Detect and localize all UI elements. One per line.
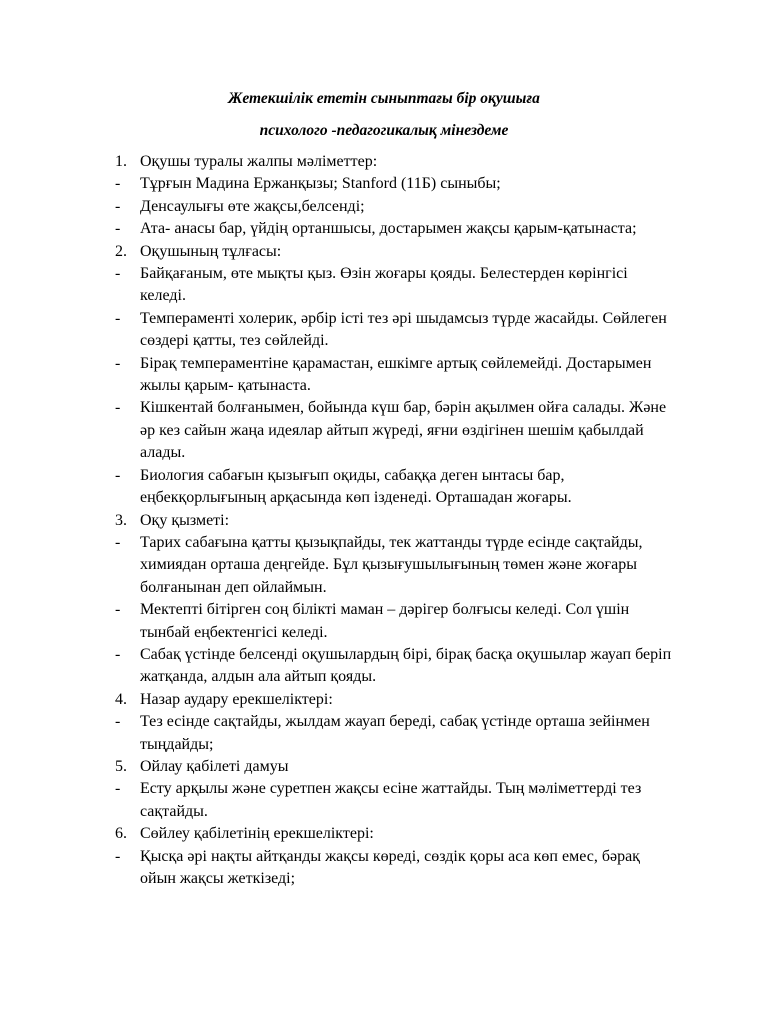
list-item xyxy=(115,846,675,891)
document-body xyxy=(115,151,675,890)
list-item xyxy=(115,353,675,398)
list-marker: - xyxy=(115,466,121,484)
list-item-text: Байқағаным, өте мықты қыз. Өзін жоғары қояды. Белестерден көрінгісі келеді. xyxy=(140,265,628,305)
list-item-text: Есту арқылы және суретпен жақсы есіне жаттайды. Тың мәліметтерді тез сақтайды. xyxy=(140,780,642,820)
list-marker: - xyxy=(115,265,121,283)
list-item xyxy=(115,532,675,599)
list-item-text: Тұрғын Мадина Ержанқызы; Stanford (11Б) сыныбы; xyxy=(140,175,501,193)
list-item xyxy=(115,778,675,823)
list-marker: 1. xyxy=(115,153,127,170)
list-item-text: Биология сабағын қызығып оқиды, сабаққа деген ынтасы бар, еңбекқорлығының арқасында көп ізденеді. Орташадан жоғары. xyxy=(140,466,572,507)
list-item-text: Денсаулығы өте жақсы,белсенді; xyxy=(140,197,365,215)
list-marker: - xyxy=(115,197,121,215)
document-title-line-1: Жетекшілік ететін сыныптағы бір оқушыға xyxy=(228,90,540,107)
list-marker: - xyxy=(115,220,121,238)
list-item xyxy=(115,711,675,756)
list-item xyxy=(115,173,675,195)
list-marker: - xyxy=(115,780,121,798)
list-marker: - xyxy=(115,601,121,619)
list-item xyxy=(115,397,675,464)
list-marker: 3. xyxy=(115,511,127,529)
list-marker: - xyxy=(115,847,121,865)
list-item xyxy=(115,599,675,644)
list-item xyxy=(115,689,675,711)
list-marker: - xyxy=(115,713,121,731)
list-item xyxy=(115,756,675,778)
list-item xyxy=(115,823,675,845)
list-item-text: Назар аудару ерекшеліктері: xyxy=(140,690,333,708)
list-item xyxy=(115,308,675,353)
list-item-text: Темпераменті холерик, әрбір істі тез әрі шыдамсыз түрде жасайды. Сөйлеген сөздері қатты, тез сөйлейді. xyxy=(140,309,667,350)
list-item xyxy=(115,218,675,240)
list-marker: - xyxy=(115,533,121,551)
list-item-text: Сабақ үстінде белсенді оқушылардың бірі, бірақ басқа оқушылар жауап беріп жатқанда, алдын ала айтып қояды. xyxy=(140,645,672,686)
list-marker: - xyxy=(115,645,121,663)
list-item xyxy=(115,465,675,510)
list-item-text: Ата- анасы бар, үйдің ортаншысы, достарымен жақсы қарым-қатынаста; xyxy=(140,220,637,238)
list-item-text: Кішкентай болғанымен, бойында күш бар, бәрін ақылмен ойға салады. Және әр кез сайын жаңа идеялар айтып жүреді, яғни өздігінен шешім қабылдай алады. xyxy=(140,399,667,462)
list-item-text: Сөйлеу қабілетінің ерекшеліктері: xyxy=(140,825,374,843)
list-item-text: Бірақ темпераментіне қарамастан, ешкімге артық сөйлемейді. Достарымен жылы қарым- қатынаста. xyxy=(140,354,652,395)
list-item-text: Тарих сабағына қатты қызықпайды, тек жаттанды түрде есінде сақтайды, химиядан орташа деңгейде. Бұл қызығушылығының төмен және жоғары болғанынан деп ойлаймын. xyxy=(140,533,643,596)
list-marker: - xyxy=(115,399,121,417)
list-item-text: Ойлау қабілеті дамуы xyxy=(140,757,289,775)
list-item-text: Оқушы туралы жалпы мәліметтер: xyxy=(140,153,378,170)
list-marker: 4. xyxy=(115,690,127,708)
list-marker: - xyxy=(115,309,121,327)
list-item-text: Мектепті бітірген соң білікті маман – дәрігер болғысы келеді. Сол үшін тынбай еңбектенгісі келеді. xyxy=(140,601,630,641)
list-item-text: Оқу қызметі: xyxy=(140,511,230,529)
list-marker: - xyxy=(115,354,121,372)
document-title-line-2: психолого -педагогикалық мінездеме xyxy=(259,122,509,139)
list-item xyxy=(115,263,675,308)
list-item-text: Тез есінде сақтайды, жылдам жауап береді, сабақ үстінде орташа зейінмен тыңдайды; xyxy=(140,713,650,753)
list-item-text: Оқушының тұлғасы: xyxy=(140,242,282,260)
list-marker: 5. xyxy=(115,757,127,775)
list-item xyxy=(115,510,675,532)
list-marker: 6. xyxy=(115,825,127,843)
list-item xyxy=(115,644,675,689)
list-marker: 2. xyxy=(115,242,127,260)
list-item xyxy=(115,196,675,218)
list-item xyxy=(115,241,675,263)
list-marker: - xyxy=(115,175,121,193)
list-item xyxy=(115,151,675,173)
list-item-text: Қысқа әрі нақты айтқанды жақсы көреді, сөздік қоры аса көп емес, бәрақ ойын жақсы жеткізеді; xyxy=(140,847,640,887)
